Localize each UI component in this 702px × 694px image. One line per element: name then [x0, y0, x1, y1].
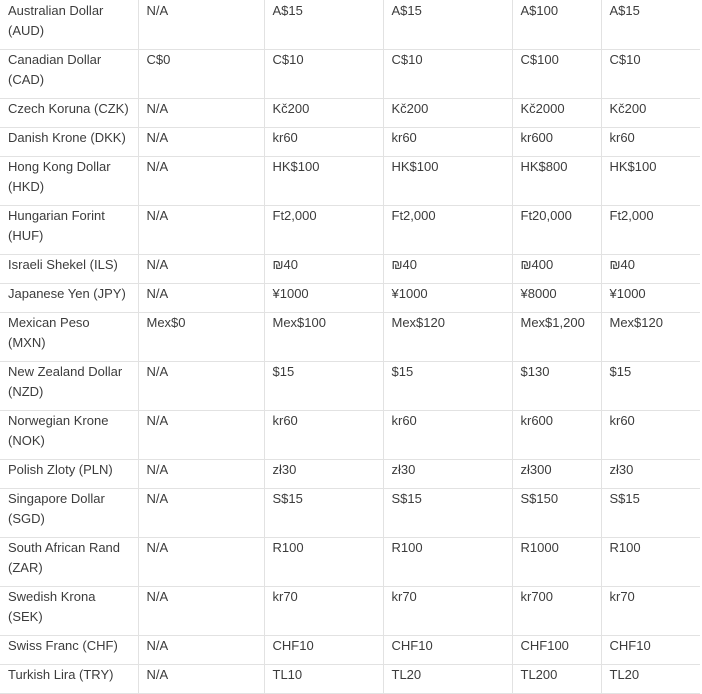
col-6-cell: $15	[601, 362, 700, 411]
col-6-cell: HK$100	[601, 157, 700, 206]
col-4-cell: ₪40	[383, 255, 512, 284]
col-6-cell: Mex$120	[601, 313, 700, 362]
col-5-cell: A$100	[512, 0, 601, 50]
col-5-cell: kr700	[512, 587, 601, 636]
col-4-cell: Kč200	[383, 99, 512, 128]
col-4-cell: S$15	[383, 489, 512, 538]
col-2-cell: N/A	[138, 489, 264, 538]
col-3-cell: C$10	[264, 50, 383, 99]
currency-name-cell: New Zealand Dollar (NZD)	[0, 362, 138, 411]
col-2-cell: N/A	[138, 411, 264, 460]
col-5-cell: HK$800	[512, 157, 601, 206]
col-3-cell: S$15	[264, 489, 383, 538]
col-5-cell: Kč2000	[512, 99, 601, 128]
col-6-cell: S$15	[601, 489, 700, 538]
table-row	[0, 128, 700, 157]
col-5-cell: Mex$1,200	[512, 313, 601, 362]
col-4-cell: CHF10	[383, 636, 512, 665]
col-3-cell: HK$100	[264, 157, 383, 206]
col-2-cell: Mex$0	[138, 313, 264, 362]
col-4-cell: A$15	[383, 0, 512, 50]
col-4-cell: Ft2,000	[383, 206, 512, 255]
col-6-cell: R100	[601, 538, 700, 587]
table-row	[0, 0, 700, 50]
col-5-cell: R1000	[512, 538, 601, 587]
col-5-cell: kr600	[512, 128, 601, 157]
col-2-cell: N/A	[138, 206, 264, 255]
currency-name-cell: Canadian Dollar (CAD)	[0, 50, 138, 99]
table-row	[0, 489, 700, 538]
col-3-cell: kr70	[264, 587, 383, 636]
col-3-cell: zł30	[264, 460, 383, 489]
col-6-cell: C$10	[601, 50, 700, 99]
col-3-cell: Kč200	[264, 99, 383, 128]
col-3-cell: CHF10	[264, 636, 383, 665]
col-2-cell: N/A	[138, 284, 264, 313]
col-4-cell: R100	[383, 538, 512, 587]
table-row	[0, 313, 700, 362]
currency-name-cell: Czech Koruna (CZK)	[0, 99, 138, 128]
col-6-cell: Kč200	[601, 99, 700, 128]
col-5-cell: zł300	[512, 460, 601, 489]
currency-name-cell: Hungarian Forint (HUF)	[0, 206, 138, 255]
currency-name-cell: Mexican Peso (MXN)	[0, 313, 138, 362]
currency-name-cell: Polish Zloty (PLN)	[0, 460, 138, 489]
col-4-cell: C$10	[383, 50, 512, 99]
col-3-cell: $15	[264, 362, 383, 411]
col-4-cell: $15	[383, 362, 512, 411]
currency-name-cell: Danish Krone (DKK)	[0, 128, 138, 157]
currency-name-cell: Norwegian Krone (NOK)	[0, 411, 138, 460]
col-3-cell: Ft2,000	[264, 206, 383, 255]
col-3-cell: Mex$100	[264, 313, 383, 362]
col-2-cell: N/A	[138, 538, 264, 587]
table-row	[0, 206, 700, 255]
col-3-cell: ¥1000	[264, 284, 383, 313]
currency-name-cell: Israeli Shekel (ILS)	[0, 255, 138, 284]
currency-name-cell: Hong Kong Dollar (HKD)	[0, 157, 138, 206]
table-row	[0, 284, 700, 313]
currency-name-cell: Japanese Yen (JPY)	[0, 284, 138, 313]
col-5-cell: S$150	[512, 489, 601, 538]
col-5-cell: kr600	[512, 411, 601, 460]
col-2-cell: N/A	[138, 665, 264, 694]
col-4-cell: kr60	[383, 411, 512, 460]
col-6-cell: CHF10	[601, 636, 700, 665]
col-2-cell: N/A	[138, 587, 264, 636]
table-row	[0, 665, 700, 694]
col-5-cell: CHF100	[512, 636, 601, 665]
col-5-cell: ¥8000	[512, 284, 601, 313]
col-6-cell: TL20	[601, 665, 700, 694]
currency-name-cell: Swiss Franc (CHF)	[0, 636, 138, 665]
col-2-cell: C$0	[138, 50, 264, 99]
table-row	[0, 362, 700, 411]
col-5-cell: ₪400	[512, 255, 601, 284]
col-6-cell: A$15	[601, 0, 700, 50]
table-row	[0, 587, 700, 636]
col-6-cell: kr60	[601, 411, 700, 460]
col-2-cell: N/A	[138, 99, 264, 128]
col-2-cell: N/A	[138, 636, 264, 665]
col-2-cell: N/A	[138, 0, 264, 50]
table-row	[0, 460, 700, 489]
currency-name-cell: South African Rand (ZAR)	[0, 538, 138, 587]
col-5-cell: C$100	[512, 50, 601, 99]
table-row	[0, 99, 700, 128]
currency-name-cell: Turkish Lira (TRY)	[0, 665, 138, 694]
currency-name-cell: Singapore Dollar (SGD)	[0, 489, 138, 538]
col-3-cell: ₪40	[264, 255, 383, 284]
col-4-cell: ¥1000	[383, 284, 512, 313]
col-2-cell: N/A	[138, 362, 264, 411]
col-6-cell: zł30	[601, 460, 700, 489]
col-6-cell: kr70	[601, 587, 700, 636]
table-row	[0, 50, 700, 99]
col-5-cell: TL200	[512, 665, 601, 694]
col-2-cell: N/A	[138, 157, 264, 206]
col-4-cell: kr60	[383, 128, 512, 157]
table-row	[0, 636, 700, 665]
col-2-cell: N/A	[138, 255, 264, 284]
col-5-cell: $130	[512, 362, 601, 411]
col-4-cell: kr70	[383, 587, 512, 636]
col-5-cell: Ft20,000	[512, 206, 601, 255]
table-row	[0, 157, 700, 206]
currency-name-cell: Australian Dollar (AUD)	[0, 0, 138, 50]
col-3-cell: kr60	[264, 128, 383, 157]
col-4-cell: zł30	[383, 460, 512, 489]
col-3-cell: kr60	[264, 411, 383, 460]
col-4-cell: TL20	[383, 665, 512, 694]
col-4-cell: HK$100	[383, 157, 512, 206]
table-row	[0, 255, 700, 284]
table-row	[0, 538, 700, 587]
currency-name-cell: Swedish Krona (SEK)	[0, 587, 138, 636]
col-6-cell: Ft2,000	[601, 206, 700, 255]
col-2-cell: N/A	[138, 128, 264, 157]
table-row	[0, 411, 700, 460]
col-6-cell: ₪40	[601, 255, 700, 284]
col-6-cell: kr60	[601, 128, 700, 157]
col-6-cell: ¥1000	[601, 284, 700, 313]
col-3-cell: A$15	[264, 0, 383, 50]
col-2-cell: N/A	[138, 460, 264, 489]
col-3-cell: TL10	[264, 665, 383, 694]
col-3-cell: R100	[264, 538, 383, 587]
col-4-cell: Mex$120	[383, 313, 512, 362]
